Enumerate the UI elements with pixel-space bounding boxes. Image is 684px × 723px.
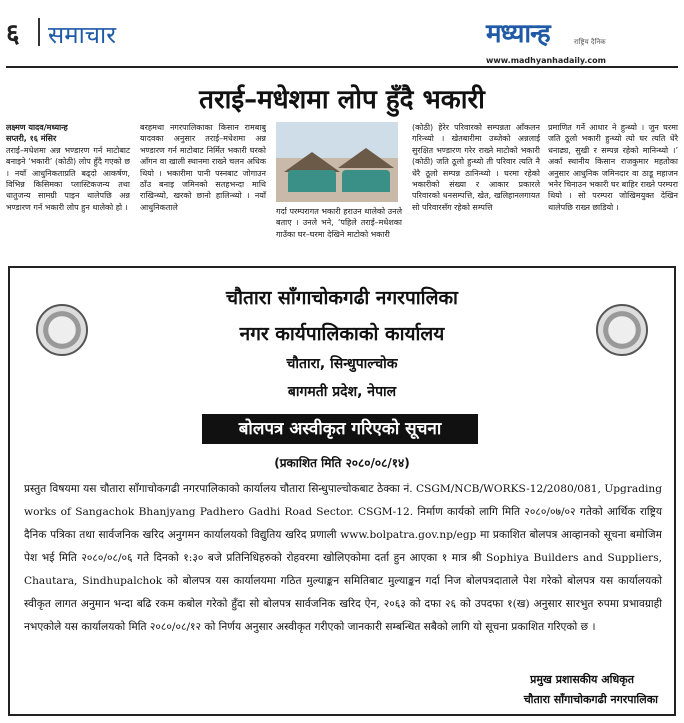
notice-address-1: चौतारा, सिन्धुपाल्चोक: [286, 356, 398, 372]
article-photo: [276, 122, 398, 202]
notice-title: बोलपत्र अस्वीकृत गरिएको सूचना: [202, 414, 478, 444]
granary-hut: [288, 170, 336, 192]
article-column-3: गर्दा परम्परागत भकारी हराउन थालेको उनले बताए । उनले भने, ‘पहिले तराई–मधेशका गाउँका घर–घरमा देखिने माटोको भकारी: [276, 207, 402, 239]
header-rule: [6, 66, 678, 68]
website-url: www.madhyanhadaily.com: [486, 56, 606, 65]
notice-signatory-org: चौतारा साँगाचोकगढी नगरपालिका: [523, 693, 658, 706]
page-header: [0, 0, 684, 65]
masthead-tagline: राष्ट्रिय दैनिक: [574, 38, 606, 46]
notice-body: प्रस्तुत विषयमा यस चौतारा साँगाचोकगढी नगरपालिकाको कार्यालय चौतारा सिन्धुपाल्चोकबाट ठेक्का नं. CSGM/NCB/WORKS-12/2080/081, Upgrading works of Sangachok Bhanjyang Padhero Gadhi Road Sector. CSGM-12. निर्माण कार्यको लागि मिति २०८०/०७/०२ गतेको आर्थिक राष्ट्रिय दैनिक पत्रिका तथा सार्वजनिक खरिद अनुगमन कार्यालयको विद्युतिय खरिद प्रणाली www.bolpatra.gov.np/egp मा प्रकाशित बोलपत्र आव्हानको सूचना बमोजिम पेश भई मिति २०८०/०८/०६ गते दिनको १:३० बजे प्रतिनिधिहरुको रोहवरमा खोलिएकोमा दर्ता हुन आएका १ मात्र श्री Sophiya Builders and Suppliers, Chautara, Sindhupalchok को बोलपत्र यस कार्यालयमा गठित मुल्याङ्कन समितिबाट मुल्याङ्कन गर्दा निज बोलपत्रदाताले पेश गरेको बोलपत्र यस कार्यालयको स्वीकृत लागत अनुमान भन्दा बढि रकम कबोल गरेको हुँदा सो बोलपत्र सार्वजनिक खरिद ऐन, २०६३ को दफा २६ को उपदफा १(ख) अनुसार सारभुत रुपमा प्रभावग्राही नभएकोले यस कार्यालयको मिति २०८०/०८/१२ को निर्णय अनुसार अस्वीकृत गरीएको जानकारी सम्बन्धित सबैको लागि यो सूचना प्रकाशित गरिएको छ ।: [24, 483, 662, 633]
article-column-5: प्रमाणित गर्ने आधार ने हुन्थ्यो । जुन घरमा जति ठूलो भकारी हुन्थ्यो त्यो घर त्यति धेरै धनाढ्य, सुखी र सम्पन्न रहेको मानिन्थ्यो ।’ अर्का स्थानीय किसान राजकुमार महतोका अनुसार आधुनिक जमिनदार वा ठाडू महाजन भनेर चिनाउन भकारी घर बाहिर राख्ने परम्परा थियो । सो परम्परा जोखिमयुक्त देखिन थालेपछि राख्न छाडियो ।: [548, 123, 678, 212]
article-column-1: [6, 122, 130, 213]
granary-hut: [342, 170, 390, 192]
article-column-2: बरहमथा नगरपालिकाका किसान रामबाबु यादवका अनुसार तराई–मधेशमा अन्न भण्डारण गर्न माटोबाट निर्मित भकारी घरको आँगन वा खाली स्थानमा राख्ने चलन अधिक थियो । भकारीमा पानी पस्नबाट जोगाउन ठाँउ बनाइ जमिनको सतहभन्दा माथि राखिन्थ्यो, खरको छानो हालिन्थ्यो । नयाँ आधुनिकताले: [140, 123, 266, 212]
notice-published-date: (प्रकाशित मिति २०८०/०८/१४): [274, 456, 410, 470]
article-headline: तराई–मधेशमा लोप हुँदै भकारी: [199, 85, 485, 115]
article-dateline: सप्तरी, १६ मंसिर: [6, 134, 57, 144]
hut-roof: [338, 148, 394, 168]
section-label: समाचार: [48, 21, 117, 49]
notice-signatory-title: प्रमुख प्रशासकीय अधिकृत: [530, 673, 634, 686]
article-text: तराई–मधेशमा अन्न भण्डारण गर्न माटोबाट बनाइने ‘भकारी’ (कोठी) लोप हुँदै गएको छ । नयाँ आधुनिकताप्रति बढ्दाे आकर्षण, विभिन्न किसिमका प्लास्टिकजन्य तथा धातुजन्य सामग्री पाइन थालेपछि अन्न भण्डारण गर्न भकारी लोप हुन थालेको हो ।: [6, 145, 130, 212]
newspaper-masthead: मध्यान्ह: [486, 19, 550, 49]
public-notice: [8, 266, 676, 716]
header-divider: [38, 18, 40, 46]
notice-org-name: चौतारा साँगाचोकगढी नगरपालिका: [226, 287, 458, 309]
hut-roof: [284, 152, 340, 172]
notice-address-2: बागमती प्रदेश, नेपाल: [287, 384, 397, 400]
article-column-4: (कोठी) हेरेर परिवारको सम्पन्नता आँकलन गरिन्थ्यो । खेतबारीमा उब्जेको अन्नलाई सुरक्षित भण्डारण गरेर राख्ने माटोको भकारी (कोठी) जति ठूलो हुन्थ्यो ती परिवार त्यति नै धेरै ठूलो सम्पन्न ठानिन्थ्यो । घरमा रहेको भकारीको संख्या र आकार प्रकारले परिवारको धनसम्पत्ति, खेत, खलिहानलगायत सो परिवारसँग रहेको सम्पत्ति: [412, 123, 540, 212]
article-byline: लक्ष्मण यादव/मध्यान्ह: [6, 123, 68, 132]
notice-office: नगर कार्यपालिकाको कार्यालय: [239, 323, 445, 345]
page-number: ६: [6, 19, 20, 49]
